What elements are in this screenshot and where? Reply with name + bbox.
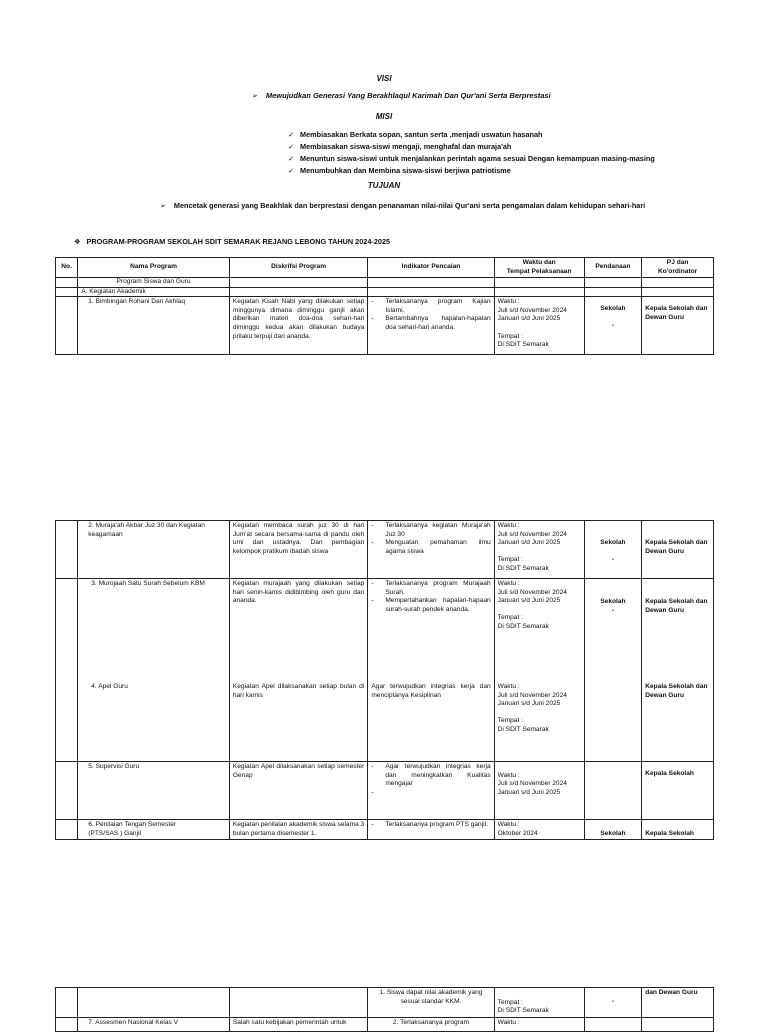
program-waktu: Waktu : Juli s/d November 2024 Januari s/d Juni 2025	[494, 762, 584, 820]
program-indicator: - Terlaksananya program PTS ganjil.	[368, 820, 494, 840]
program-cell-stack	[78, 579, 230, 762]
header-waktu: Waktu dan Tempat Pelaksanaan	[494, 258, 584, 278]
program-description: Kegiatan penilaian akademik siswa selama 3 bulan pertama disemester 1.	[229, 820, 367, 840]
misi-item: ✓ Menuntun siswa-siswi untuk menjalankan perintah agama sesuai Dengan kemampuan masing-masing	[288, 154, 655, 163]
program-table-part-2	[55, 520, 714, 840]
diamond-bullet-icon: ❖	[74, 237, 81, 246]
subsection-label: A. Kegiatan Akademik	[78, 287, 230, 297]
tujuan-heading: TUJUAN	[367, 181, 401, 190]
misi-item: ✓ Membiasakan Berkata sopan, santun serta ,menjadi uswatun hasanah	[288, 130, 543, 139]
program-indicator: Agar terwujudkan integrias kerja dan menciptanya Kesiplinan	[371, 683, 491, 699]
tujuan-text: Mencetak generasi yang Beakhlak dan berprestasi dengan penanaman nilai-nilai Qur'ani serta pengamalan dalam kehidupan sehari-hari	[173, 201, 646, 210]
program-description: Kegiatan Kisah Nabi yang dilakukan setiap minggunya dimana diminggu ganjil akan diberikan materi doa-doa sehari-hari diminggu kedua akan dilakukan budaya prilaku terpuji dari ananda.	[229, 297, 367, 355]
checkmark-icon: ✓	[288, 154, 295, 163]
program-pj: dan Dewan Guru	[642, 988, 714, 1018]
program-indicator: - Agar terwujudkan integrias kerja dan meningkatkan Kualitas mengajar	[368, 762, 494, 820]
header-no: No.	[56, 258, 78, 278]
program-description: Kegiatan Apel dilaksanakan setiap semester Genap	[229, 762, 367, 820]
program-name: 5. Supervisi Guru	[78, 762, 230, 820]
header-pj: PJ dan Ko'ordinator	[642, 258, 714, 278]
program-name: 1. Bimbingan Rohani Dan Akhlaq	[78, 297, 230, 355]
program-dana: Sekolah -	[584, 521, 642, 579]
table-row	[56, 287, 714, 297]
program-indicator: 2. Terlaksananya program	[368, 1018, 494, 1032]
misi-heading: MISI	[375, 112, 393, 121]
program-description: Kegiatan Apel dilaksanakan setiap bulan di hari kamis	[232, 683, 365, 699]
program-waktu: Waktu : Juli s/d November 2024 Januari s/d Juni 2025 Tempat : Di SDIT Semarak	[494, 297, 584, 355]
program-pj: Kepala Sekolah dan Dewan Guru	[645, 683, 708, 699]
table-row	[56, 521, 714, 579]
table-row	[56, 1018, 714, 1032]
table-row	[56, 820, 714, 840]
section-label: Program Siswa dan Guru	[78, 278, 230, 288]
program-cell-stack	[642, 579, 714, 762]
checkmark-icon: ✓	[288, 130, 295, 139]
program-name: 6. Penilaian Tengah Semester (PTS/SAS ) Ganjil	[78, 820, 230, 840]
program-title: ❖ PROGRAM-PROGRAM SEKOLAH SDIT SEMARAK REJANG LEBONG TAHUN 2024-2025	[74, 237, 391, 246]
program-description: Kegiatan murajaah yang dilakukan setiap hari senin-kamis didibimbing oleh guru dan ananda.	[232, 580, 365, 605]
program-name: 3. Murojaah Satu Surah Sebelum KBM	[91, 580, 205, 587]
program-indicator: - Terlaksananya kegiatan Muraja'ah Juz 30 - Menguatan pemahaman ilmu agama siswa	[368, 521, 494, 579]
program-description: Kegiatan membaca surah juz 30 di hari Jum'at secara bersama-sama di pandu oleh umi dan ustadnya. Dan pembagian kelompok pratikum ibadah siswa	[229, 521, 367, 579]
arrow-bullet-icon: ➢	[160, 203, 166, 210]
arrow-bullet-icon: ➢	[252, 93, 258, 100]
visi-statement	[252, 91, 551, 100]
program-dana: -	[584, 988, 642, 1018]
program-cell-stack	[229, 579, 367, 762]
program-pj: Kepala Sekolah dan Dewan Guru	[642, 297, 714, 355]
program-indicator: - Terlaksananya program Murajaah Surah. - Mempertahankan hapalan-hapaan surah-surah pendek ananda.	[371, 580, 490, 614]
visi-text: Mewujudkan Generasi Yang Berakhlaqul Karimah Dan Qur'ani Serta Berprestasi	[265, 91, 551, 100]
program-waktu: Waktu : Juli s/d November 2024 Januari s/d Juni 2025 Tempat : Di SDIT Semarak	[497, 580, 567, 630]
program-indicator: - Terlaksananya program Kajian Islami. - Bertambahnya hapalan-hapalan doa sehari-hari ananda.	[368, 297, 494, 355]
program-waktu: Tempat : Di SDIT Semarak	[494, 988, 584, 1018]
header-dana: Pendanaan	[584, 258, 642, 278]
table-row	[56, 297, 714, 355]
header-deskripsi: Diskrifsi Program	[229, 258, 367, 278]
tujuan-statement	[160, 201, 645, 210]
table-header-row	[56, 258, 714, 278]
program-dana: Sekolah -	[584, 297, 642, 355]
header-nama: Nama Program	[78, 258, 230, 278]
program-cell-stack	[368, 579, 494, 762]
program-dana: Sekolah -	[600, 598, 626, 614]
program-pj: Kepala Sekolah	[642, 762, 714, 820]
program-name: 4. Apel Guru	[91, 683, 128, 690]
program-waktu: Waktu : Oktober 2024	[494, 820, 584, 840]
table-row	[56, 988, 714, 1018]
checkmark-icon: ✓	[288, 166, 295, 175]
table-row	[56, 278, 714, 288]
visi-heading: VISI	[376, 74, 392, 83]
program-pj: Kepala Sekolah dan Dewan Guru	[645, 598, 708, 614]
program-description: Salah satu kebijakan pemerintah untuk	[229, 1018, 367, 1032]
table-row	[56, 762, 714, 820]
checkmark-icon: ✓	[288, 142, 295, 151]
program-waktu: Waktu : Juli s/d November 2024 Januari s/d Juni 2025 Tempat : Di SDIT Semarak	[497, 683, 567, 733]
misi-list	[288, 129, 655, 177]
program-name: 2. Muraja'ah Akbar Juz 30 dan Kegiatan keagamaan	[78, 521, 230, 579]
program-cell-stack	[494, 579, 584, 762]
program-indicator: 1. Siswa dapat nilai akademik yang sesuai standar KKM.	[368, 988, 494, 1018]
header-indikator: Indikator Pencaian	[368, 258, 494, 278]
program-table-part-3	[55, 987, 714, 1032]
program-waktu: Waktu : Juli s/d November 2024 Januari s/d Juni 2025 Tempat : Di SDIT Semarak	[494, 521, 584, 579]
program-table-part-1	[55, 257, 714, 355]
misi-item: ✓ Membiasakan siswa-siswi mengaji, menghafal dan muraja'ah	[288, 142, 512, 151]
program-pj: Kepala Sekolah dan Dewan Guru	[642, 521, 714, 579]
table-row	[56, 579, 714, 762]
program-dana: Sekolah	[584, 820, 642, 840]
program-pj: Kepala Sekolah	[642, 820, 714, 840]
program-dana	[584, 762, 642, 820]
program-waktu: Waktu :	[494, 1018, 584, 1032]
misi-item: ✓ Menumbuhkan dan Membina siswa-siswi berjiwa patriotisme	[288, 166, 511, 175]
program-name: 7. Assesmen Nasional Kelas V	[78, 1018, 230, 1032]
program-cell-stack	[584, 579, 642, 762]
